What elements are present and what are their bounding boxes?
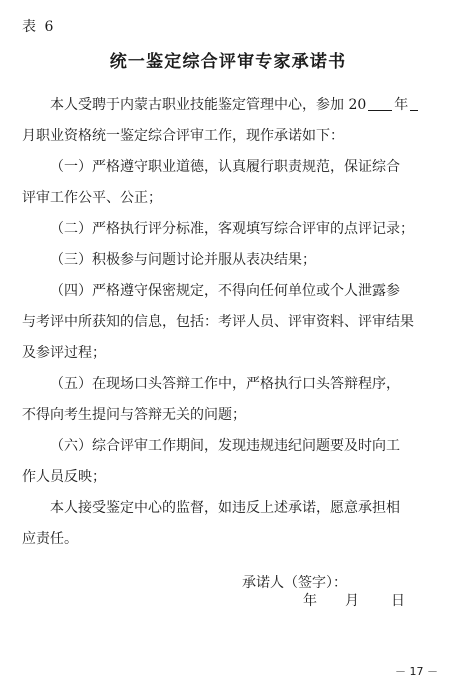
date-year-label: 年 — [303, 593, 317, 609]
item-4-line-3: 及参评过程； — [22, 345, 106, 361]
signature-label: 承诺人（签字）： — [242, 575, 347, 591]
table-tag: 表 6 — [22, 19, 56, 35]
item-1-line-1: （一）严格遵守职业道德，认真履行职责规范，保证综合 — [50, 159, 400, 175]
document-title: 统一鉴定综合评审专家承诺书 — [109, 52, 347, 72]
intro-line-2: 月职业资格统一鉴定综合评审工作，现作承诺如下： — [22, 128, 344, 144]
item-5-line-2: 不得向考生提问与答辩无关的问题； — [22, 407, 246, 423]
month-blank — [410, 96, 418, 111]
item-3-line-1: （三）积极参与问题讨论并服从表决结果； — [50, 252, 316, 268]
item-2-line-1: （二）严格执行评分标准，客观填写综合评审的点评记录； — [50, 221, 414, 237]
closing-line-1: 本人接受鉴定中心的监督，如违反上述承诺，愿意承担相 — [50, 500, 400, 516]
item-6-line-1: （六）综合评审工作期间，发现违规违纪问题要及时向工 — [50, 438, 400, 454]
closing-line-2: 应责任。 — [22, 531, 78, 547]
date-month-label: 月 — [345, 593, 359, 609]
item-5-line-1: （五）在现场口头答辩工作中，严格执行口头答辩程序， — [50, 376, 400, 392]
year-blank — [368, 96, 392, 111]
date-day-label: 日 — [391, 593, 405, 609]
intro-text-1: 本人受聘于内蒙古职业技能鉴定管理中心，参加 20 — [50, 97, 367, 113]
item-4-line-1: （四）严格遵守保密规定，不得向任何单位或个人泄露参 — [50, 283, 400, 299]
item-6-line-2: 作人员反映； — [22, 469, 106, 485]
page-number: － 17 － — [395, 665, 438, 678]
item-4-line-2: 与考评中所获知的信息，包括：考评人员、评审资料、评审结果 — [22, 314, 414, 330]
intro-year-label: 年 — [394, 97, 409, 113]
item-1-line-2: 评审工作公平、公正； — [22, 190, 162, 206]
intro-line-1 — [50, 95, 420, 115]
